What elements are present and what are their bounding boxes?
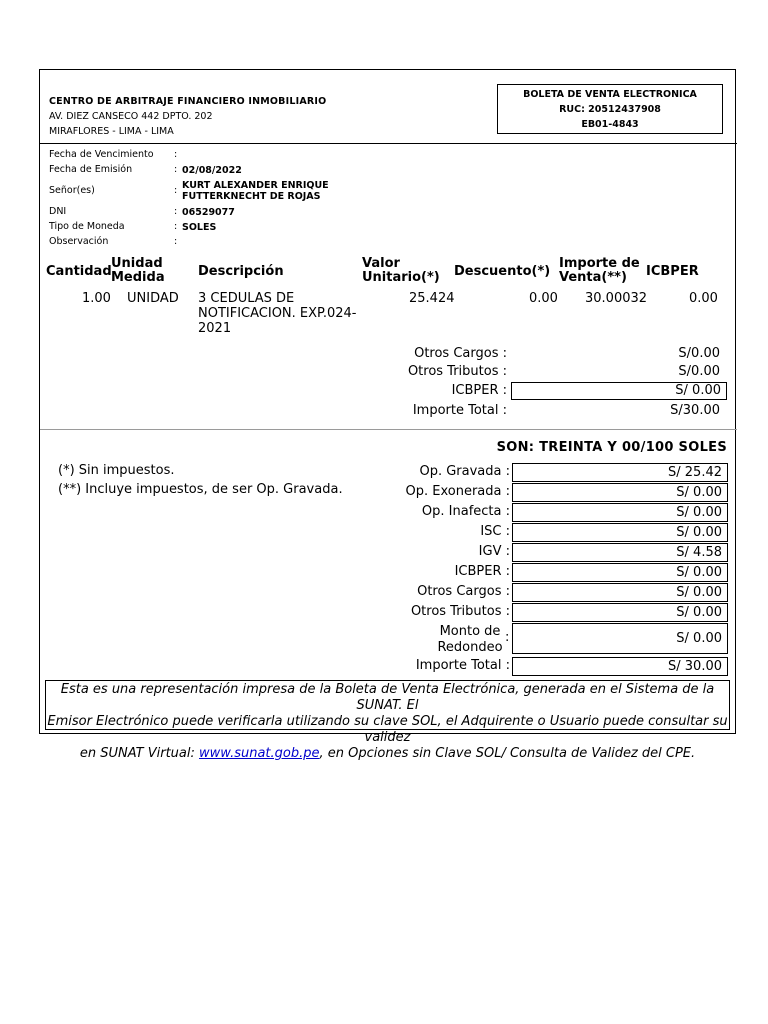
col-header-descripcion: Descripción [198, 264, 284, 279]
subtotal-importe-total-value: S/30.00 [670, 403, 720, 418]
meta-moneda-label: Tipo de Moneda [49, 221, 125, 232]
meta-colon: : [174, 206, 178, 217]
meta-colon: : [174, 149, 178, 160]
meta-colon: : [174, 164, 178, 175]
disclaimer-line3-post: , en Opciones sin Clave SOL/ Consulta de Validez del CPE. [319, 746, 696, 761]
total-op-gravada-label: Op. Gravada : [419, 464, 510, 479]
redondeo-label [435, 624, 505, 656]
total-icbper-value: S/ 0.00 [512, 563, 728, 582]
meta-colon: : [174, 221, 178, 232]
subtotal-otros-cargos-label: Otros Cargos : [414, 346, 507, 361]
subtotal-icbper-label: ICBPER : [451, 383, 507, 398]
redondeo-value: S/ 0.00 [512, 623, 728, 654]
meta-dni-label: DNI [49, 206, 67, 217]
col-header-cantidad: Cantidad [46, 264, 112, 279]
boleta-document [39, 69, 736, 761]
sunat-link[interactable]: www.sunat.gob.pe [199, 746, 320, 761]
col-header-importe [559, 257, 640, 285]
total-igv-value: S/ 4.58 [512, 543, 728, 562]
total-op-exonerada-label: Op. Exonerada : [405, 484, 510, 499]
subtotal-otros-tributos-value: S/0.00 [678, 364, 720, 379]
issuer-name: CENTRO DE ARBITRAJE FINANCIERO INMOBILIARIO [49, 96, 327, 107]
subtotal-importe-total-label: Importe Total : [412, 403, 507, 418]
total-importe-label: Importe Total : [415, 658, 510, 673]
meta-colon: : [174, 236, 178, 247]
meta-observacion-label: Observación [49, 236, 109, 247]
col-header-unidad-line1: Unidad [111, 256, 163, 271]
col-header-descuento: Descuento(*) [454, 264, 551, 279]
header-divider [40, 143, 737, 144]
col-header-valor-line2: Unitario(*) [362, 270, 440, 285]
total-op-inafecta-label: Op. Inafecta : [421, 504, 510, 519]
meta-senor-label: Señor(es) [49, 185, 95, 196]
meta-emision-label: Fecha de Emisión [49, 164, 133, 175]
total-op-inafecta-value: S/ 0.00 [512, 503, 728, 522]
note-sin-impuestos: (*) Sin impuestos. [58, 463, 175, 478]
total-otros-cargos-label: Otros Cargos : [417, 584, 510, 599]
issuer-address-2: MIRAFLORES - LIMA - LIMA [49, 126, 174, 137]
subtotal-icbper-value: S/ 0.00 [511, 382, 727, 400]
cell-descripcion [198, 291, 357, 336]
disclaimer-line2: Emisor Electrónico puede verificarla utilizando su clave SOL, el Adquirente o Usuario puede consultar su validez [47, 714, 728, 745]
total-icbper-label: ICBPER : [454, 564, 510, 579]
total-op-exonerada-value: S/ 0.00 [512, 483, 728, 502]
subtotal-otros-tributos-label: Otros Tributos : [407, 364, 507, 379]
total-op-gravada-value: S/ 25.42 [512, 463, 728, 482]
cell-valor-unitario: 25.424 [409, 291, 455, 306]
amount-in-words: SON: TREINTA Y 00/100 SOLES [496, 440, 727, 455]
meta-vencimiento-label: Fecha de Vencimiento [49, 149, 154, 160]
cell-importe: 30.00032 [585, 291, 648, 306]
col-header-valor-unitario [362, 257, 440, 285]
document-number: EB01-4843 [581, 119, 639, 130]
issuer-address-1: AV. DIEZ CANSECO 442 DPTO. 202 [49, 111, 213, 122]
meta-dni-value: 06529077 [182, 207, 235, 218]
meta-senor-value-2: FUTTERKNECHT DE ROJAS [182, 191, 321, 202]
col-header-importe-line2: Venta(**) [559, 270, 627, 285]
meta-moneda-value: SOLES [182, 222, 217, 233]
total-otros-tributos-value: S/ 0.00 [512, 603, 728, 622]
total-importe-value: S/ 30.00 [512, 657, 728, 676]
cell-descripcion-line3: 2021 [198, 321, 232, 336]
col-header-icbper: ICBPER [646, 264, 699, 279]
cell-descripcion-line2: NOTIFICACION. EXP.024- [198, 306, 357, 321]
meta-emision-value: 02/08/2022 [182, 165, 242, 176]
cell-descripcion-line1: 3 CEDULAS DE [198, 291, 295, 306]
total-igv-label: IGV : [478, 544, 510, 559]
meta-senor-value-1: KURT ALEXANDER ENRIQUE [182, 180, 329, 191]
document-id-box [497, 84, 723, 134]
disclaimer-line3 [46, 746, 729, 762]
total-isc-label: ISC : [480, 524, 510, 539]
meta-colon: : [174, 185, 178, 196]
document-title: BOLETA DE VENTA ELECTRONICA [523, 89, 697, 100]
legal-disclaimer [45, 680, 730, 761]
cell-unidad: UNIDAD [127, 291, 179, 306]
col-header-unidad [111, 257, 165, 285]
disclaimer-line1: Esta es una representación impresa de la Boleta de Venta Electrónica, generada en el Sistema de la SUNAT. El [60, 682, 715, 713]
total-isc-value: S/ 0.00 [512, 523, 728, 542]
summary-divider [40, 429, 737, 430]
redondeo-label-line1: Monto de [439, 624, 501, 639]
redondeo-label-line2: Redondeo [437, 640, 503, 655]
total-otros-cargos-value: S/ 0.00 [512, 583, 728, 602]
col-header-unidad-line2: Medida [111, 270, 165, 285]
total-otros-tributos-label: Otros Tributos : [410, 604, 510, 619]
cell-icbper: 0.00 [689, 291, 718, 306]
cell-descuento: 0.00 [529, 291, 558, 306]
col-header-valor-line1: Valor [362, 256, 400, 271]
disclaimer-line3-pre: en SUNAT Virtual: [79, 746, 200, 761]
note-incluye-impuestos: (**) Incluye impuestos, de ser Op. Gravada. [58, 482, 343, 497]
subtotal-otros-cargos-value: S/0.00 [678, 346, 720, 361]
redondeo-colon: : [505, 630, 510, 645]
col-header-importe-line1: Importe de [559, 256, 640, 271]
cell-cantidad: 1.00 [82, 291, 111, 306]
document-ruc: RUC: 20512437908 [559, 104, 661, 115]
